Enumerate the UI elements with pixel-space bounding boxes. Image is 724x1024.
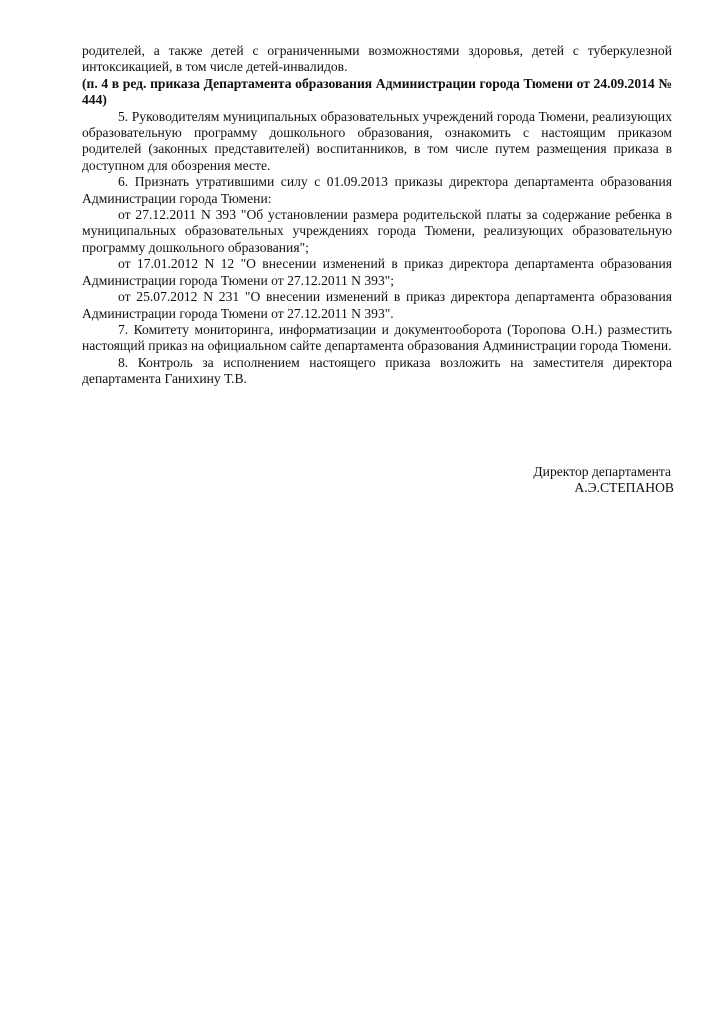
paragraph-item-6-order-12: от 17.01.2012 N 12 "О внесении изменений в приказ директора департамента образования Администрации города Тюмени от 27.12.2011 N 393"; — [82, 256, 672, 288]
amendment-note: (п. 4 в ред. приказа Департамента образования Администрации города Тюмени от 24.09.2014 № 444) — [82, 75, 672, 108]
paragraph-item-7: 7. Комитету мониторинга, информатизации и документооборота (Торопова О.Н.) разместить настоящий приказ на официальном сайте департамента образования Администрации города Тюмени. — [82, 321, 672, 354]
paragraph-item-6-order-393: от 27.12.2011 N 393 "Об установлении размера родительской платы за содержание ребенка в муниципальных образовательных учреждениях города Тюмени, реализующих образовательную программу дошкольного образования"; — [82, 207, 672, 255]
signature-block — [533, 464, 674, 497]
paragraph-item-6-order-231: от 25.07.2012 N 231 "О внесении изменений в приказ директора департамента образования Администрации города Тюмени от 27.12.2011 N 393". — [82, 289, 672, 321]
paragraph-item-6: 6. Признать утратившими силу с 01.09.2013 приказы директора департамента образования Администрации города Тюмени: — [82, 174, 672, 206]
signature-name: А.Э.СТЕПАНОВ — [574, 480, 674, 496]
signature-position: Директор департамента — [533, 464, 672, 479]
document-body — [82, 43, 672, 388]
paragraph-item-5: 5. Руководителям муниципальных образовательных учреждений города Тюмени, реализующих образовательную программу дошкольного образования, ознакомить с настоящим приказом родителей (законных представителей) воспитанников, в том числе путем размещения приказа в доступном для обозрения месте. — [82, 108, 672, 173]
paragraph-item-8: 8. Контроль за исполнением настоящего приказа возложить на заместителя директора департамента Ганихину Т.В. — [82, 354, 672, 387]
paragraph-continuation: родителей, а также детей с ограниченными возможностями здоровья, детей с туберкулезной интоксикацией, в том числе детей-инвалидов. — [82, 43, 672, 75]
